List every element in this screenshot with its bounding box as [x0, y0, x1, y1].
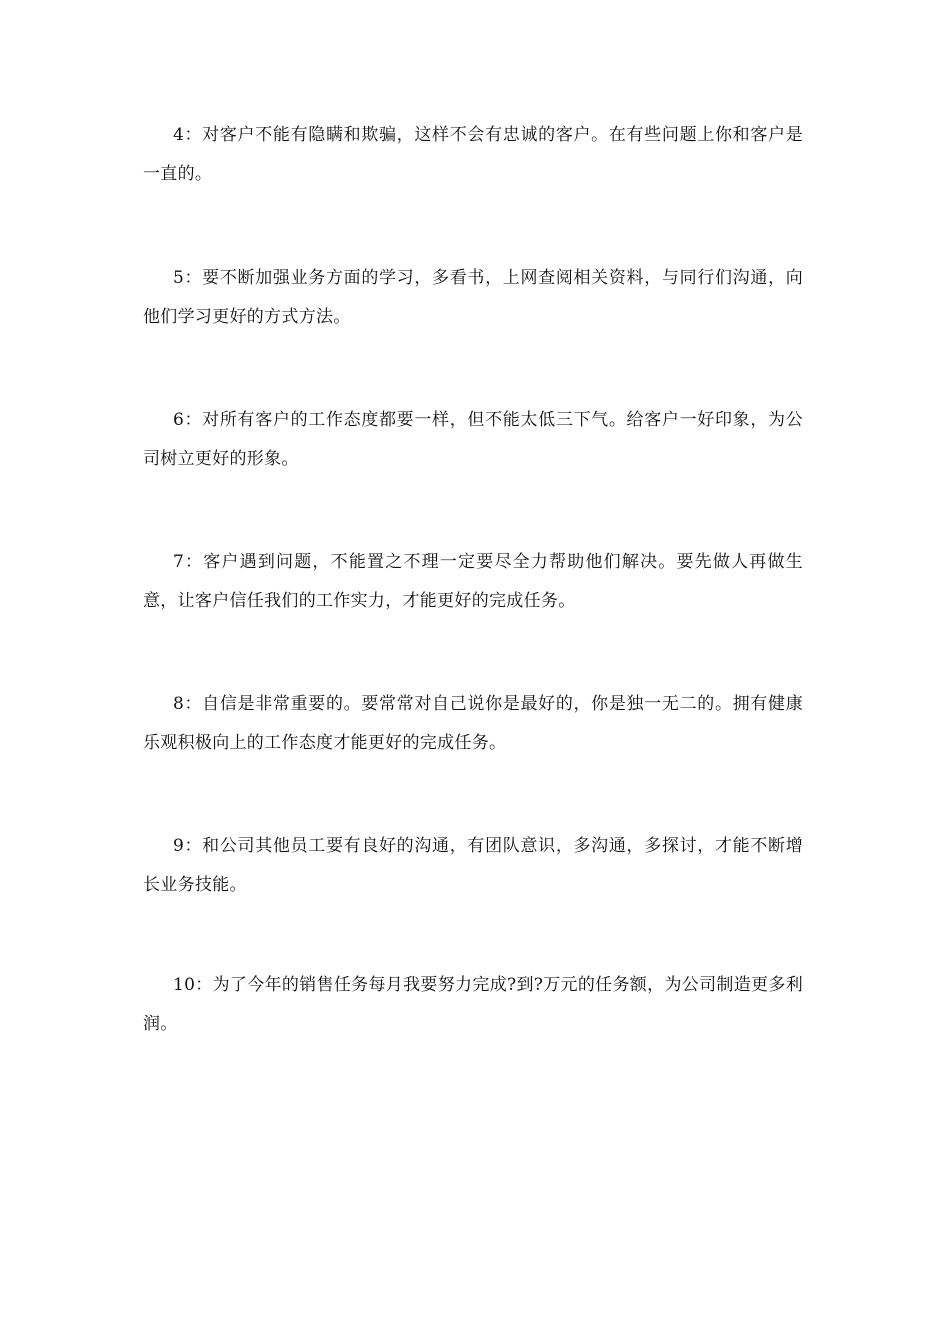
paragraph-item-10: 10：为了今年的销售任务每月我要努力完成?到?万元的任务额，为公司制造更多利润。 [143, 975, 803, 1034]
paragraph-item-6: 6：对所有客户的工作态度都要一样，但不能太低三下气。给客户一好印象，为公司树立更好的形象。 [143, 410, 803, 469]
paragraph-item-4: 4：对客户不能有隐瞒和欺骗，这样不会有忠诚的客户。在有些问题上你和客户是一直的。 [143, 125, 803, 184]
paragraph-item-9: 9：和公司其他员工要有良好的沟通，有团队意识，多沟通，多探讨，才能不断增长业务技能。 [143, 836, 803, 895]
paragraph-item-8: 8：自信是非常重要的。要常常对自己说你是最好的，你是独一无二的。拥有健康乐观积极向上的工作态度才能更好的完成任务。 [143, 694, 803, 753]
paragraph-item-7: 7：客户遇到问题，不能置之不理一定要尽全力帮助他们解决。要先做人再做生意，让客户信任我们的工作实力，才能更好的完成任务。 [143, 552, 803, 611]
paragraph-item-5: 5：要不断加强业务方面的学习，多看书，上网查阅相关资料，与同行们沟通，向他们学习更好的方式方法。 [143, 268, 803, 327]
